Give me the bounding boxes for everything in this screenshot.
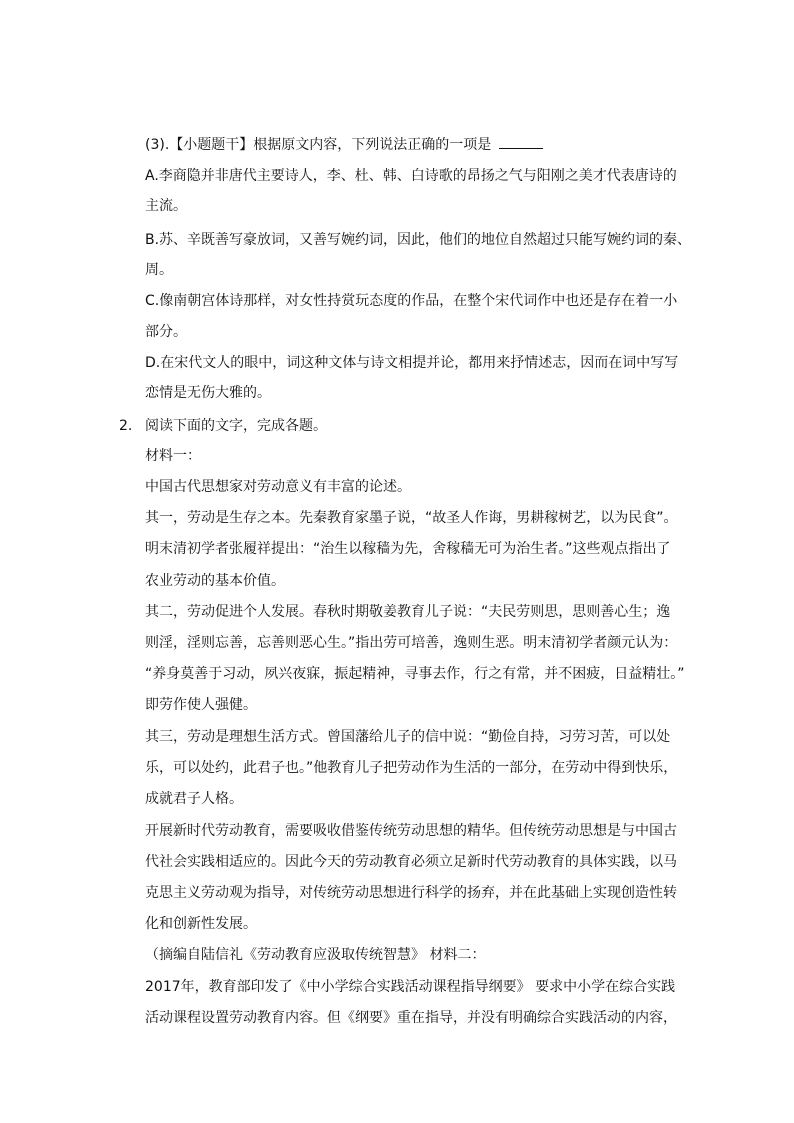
passage-line: 材料一： xyxy=(145,448,201,464)
passage-line: 代社会实践相适应的。因此今天的劳动教育必须立足新时代劳动教育的具体实践，以马 xyxy=(145,854,677,870)
option-a-line-2: 主流。 xyxy=(145,198,187,214)
passage-line: 阅读下面的文字，完成各题。 xyxy=(145,418,327,434)
passage-source-line: （摘编自陆信礼《劳动教育应汲取传统智慧》 材料二： xyxy=(145,947,486,963)
passage-line: 2017年，教育部印发了《中小学综合实践活动课程指导纲要》 要求中小学在综合实践 xyxy=(145,979,676,995)
passage-line: 化和创新性发展。 xyxy=(145,916,257,932)
passage-line: 成就君子人格。 xyxy=(145,791,243,807)
option-a-line-1: A.李商隐并非唐代主要诗人，李、杜、韩、白诗歌的昂扬之气与阳刚之美才代表唐诗的 xyxy=(145,168,677,184)
passage-line: 乐，可以处约，此君子也。”他教育儿子把劳动作为生活的一部分，在劳动中得到快乐， xyxy=(145,760,678,776)
option-b-line-2: 周。 xyxy=(145,262,173,278)
answer-blank[interactable] xyxy=(499,136,543,149)
passage-line: 开展新时代劳动教育，需要吸收借鉴传统劳动思想的精华。但传统劳动思想是与中国古 xyxy=(145,823,677,839)
passage-line: 即劳作使人强健。 xyxy=(145,697,257,713)
passage-line: “养身莫善于习动，夙兴夜寐，振起精神，寻事去作，行之有常，并不困疲，日益精壮。” xyxy=(145,666,685,682)
passage-line: 则淫，淫则忘善，忘善则恶心生。”指出劳可培善，逸则生恶。明末清初学者颜元认为： xyxy=(145,635,678,651)
option-b-line-1: B.苏、辛既善写豪放词，又善写婉约词，因此，他们的地位自然超过只能写婉约词的秦、 xyxy=(145,232,692,248)
option-c-line-2: 部分。 xyxy=(145,324,187,340)
passage-line: 其三，劳动是理想生活方式。曾国藩给儿子的信中说：“勤俭自持，习劳习苦，可以处 xyxy=(145,729,671,745)
passage-line: 农业劳动的基本价值。 xyxy=(145,573,285,589)
passage-line: 明末清初学者张履祥提出：“治生以稼穑为先，舍稼穑无可为治生者。”这些观点指出了 xyxy=(145,541,671,557)
question-2-number: 2. xyxy=(119,418,133,434)
passage-line: 克思主义劳动观为指导，对传统劳动思想进行科学的扬弃，并在此基础上实现创造性转 xyxy=(145,885,677,901)
passage-line: 其一，劳动是生存之本。先秦教育家墨子说，“故圣人作诲，男耕稼树艺，以为民食”。 xyxy=(145,510,678,526)
option-c-line-1: C.像南朝宫体诗那样，对女性持赏玩态度的作品，在整个宋代词作中也还是存在着一小 xyxy=(145,293,678,309)
passage-line: 活动课程设置劳动教育内容。但《纲要》重在指导，并没有明确综合实践活动的内容， xyxy=(145,1010,677,1026)
passage-line: 其二，劳动促进个人发展。春秋时期敬姜教育儿子说：“夫民劳则思，思则善心生；逸 xyxy=(145,604,671,620)
question-3-stem-text: (3).【小题题干】根据原文内容，下列说法正确的一项是 xyxy=(145,137,492,153)
passage-line: 中国古代思想家对劳动意义有丰富的论述。 xyxy=(145,479,411,495)
option-d-line-1: D.在宋代文人的眼中，词这种文体与诗文相提并论，都用来抒情述志，因而在词中写写 xyxy=(145,355,679,371)
option-d-line-2: 恋情是无伤大雅的。 xyxy=(145,385,271,401)
question-3-stem xyxy=(145,136,543,154)
